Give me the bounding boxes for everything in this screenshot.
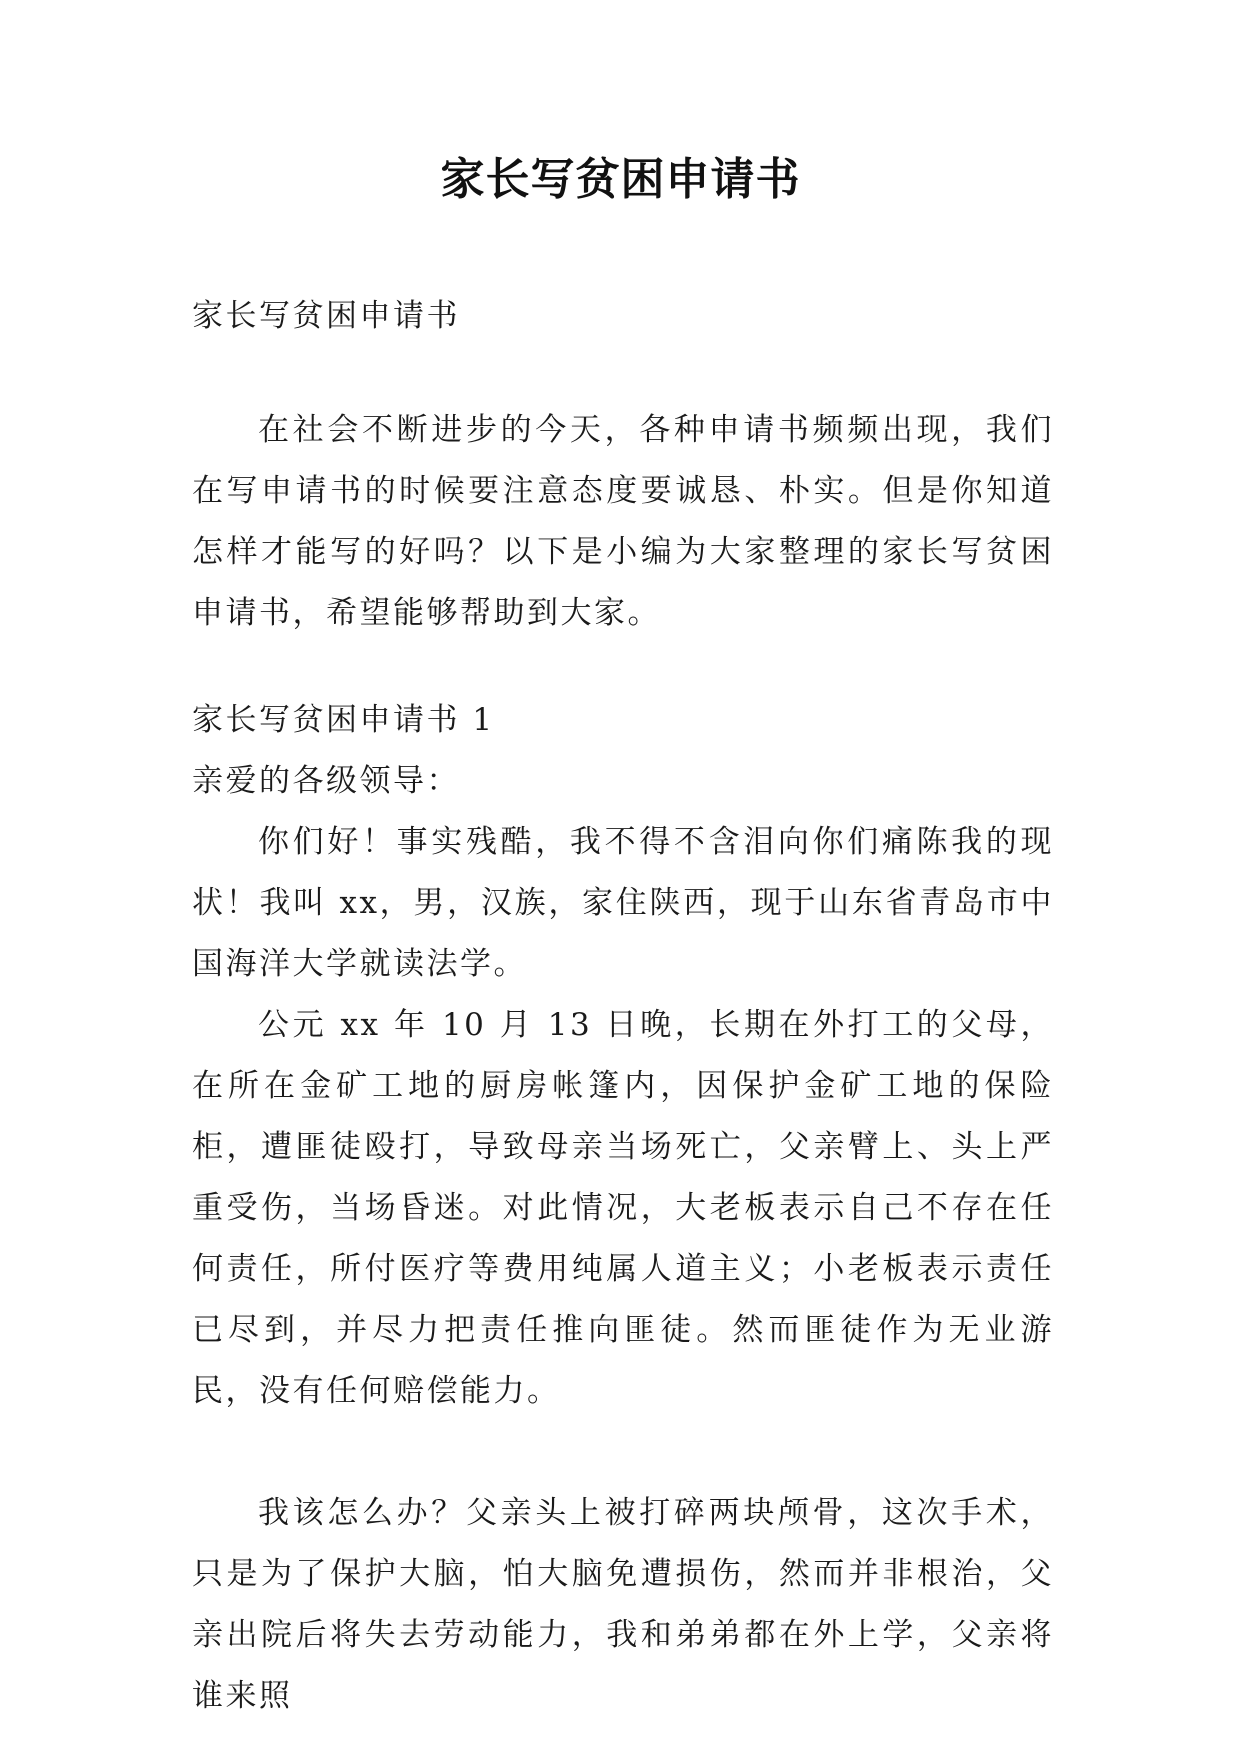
greeting-line: 亲爱的各级领导： — [192, 763, 460, 799]
body-paragraph: 公元 xx 年 10 月 13 日晚，长期在外打工的父母，在所在金矿工地的厨房帐篷内，因保护金矿工地的保险柜，遭匪徒殴打，导致母亲当场死亡，父亲臂上、头上严重受伤，当场昏迷。对此情况，大老板表示自己不存在任何责任，所付医疗等费用纯属人道主义；小老板表示责任已尽到，并尽力把责任推向匪徒。然而匪徒作为无业游民，没有任何赔偿能力。 — [192, 1007, 1054, 1409]
document-subtitle: 家长写贫困申请书 — [192, 298, 460, 334]
intro-paragraph: 在社会不断进步的今天，各种申请书频频出现，我们在写申请书的时候要注意态度要诚恳、朴实。但是你知道怎样才能写的好吗？以下是小编为大家整理的家长写贫困申请书，希望能够帮助到大家。 — [192, 412, 1054, 631]
document-title: 家长写贫困申请书 — [440, 154, 801, 205]
body-paragraph: 你们好！事实残酷，我不得不含泪向你们痛陈我的现状！我叫 xx，男，汉族，家住陕西，现于山东省青岛市中国海洋大学就读法学。 — [192, 824, 1054, 982]
section-title: 家长写贫困申请书 1 — [192, 702, 495, 738]
body-paragraph: 我该怎么办？父亲头上被打碎两块颅骨，这次手术，只是为了保护大脑，怕大脑免遭损伤，然而并非根治，父亲出院后将失去劳动能力，我和弟弟都在外上学，父亲将谁来照 — [192, 1495, 1054, 1714]
